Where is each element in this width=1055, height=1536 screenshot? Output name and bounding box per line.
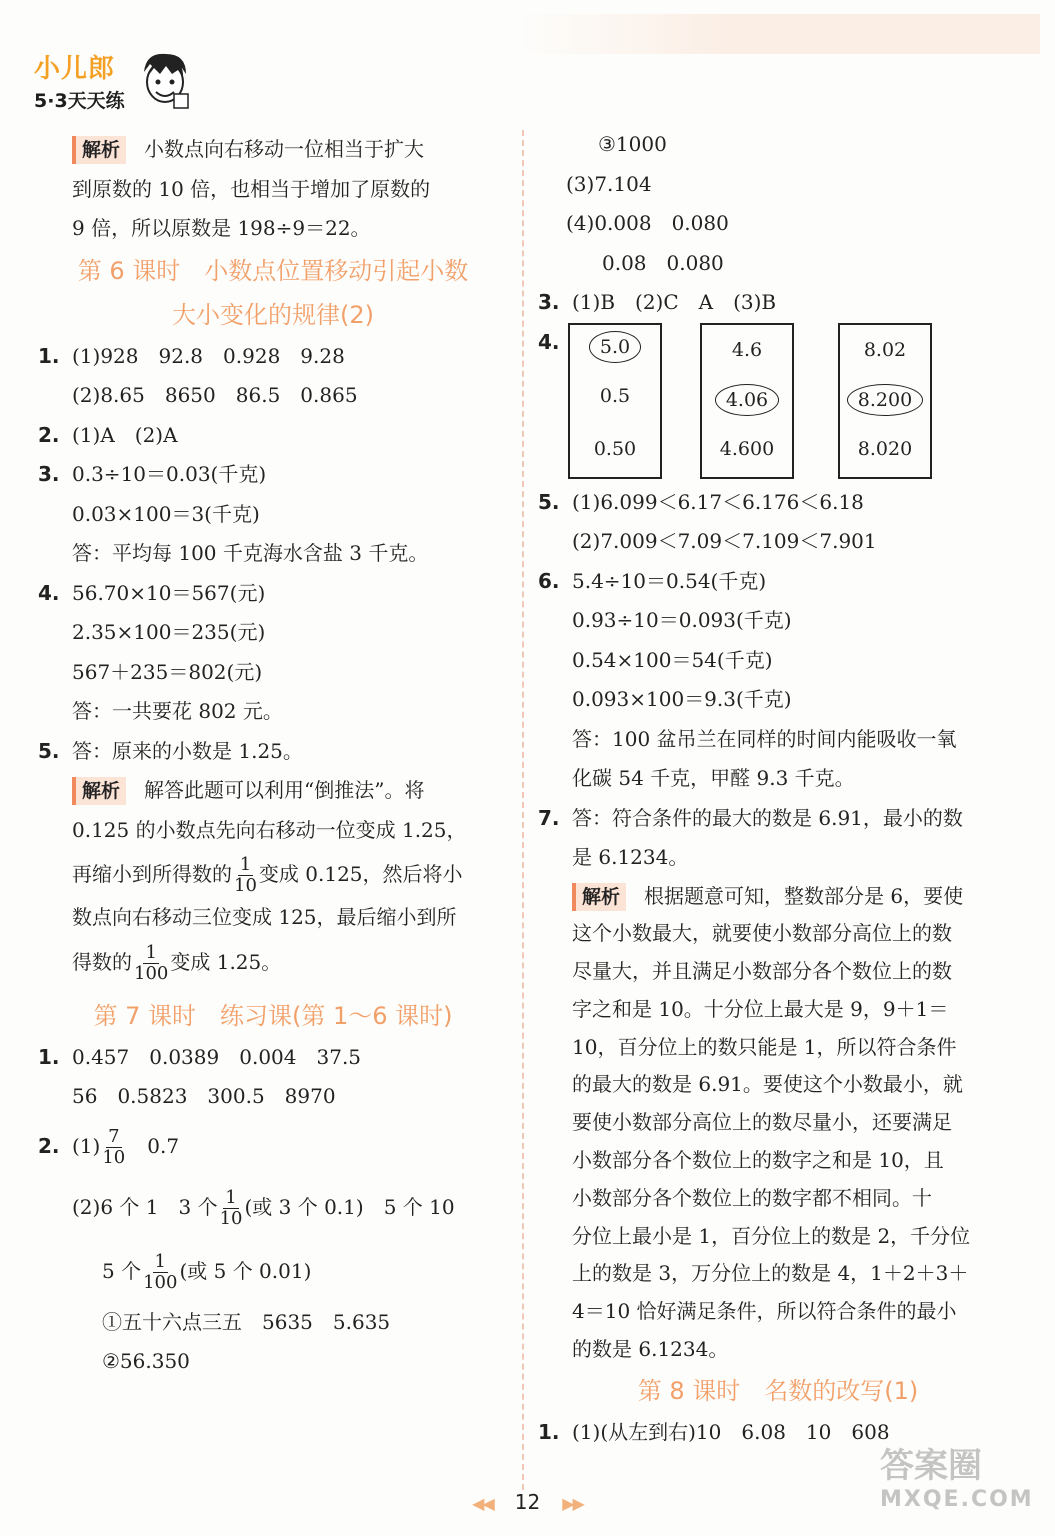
answer-text: 答：平均每 100 千克海水含盐 3 千克。 <box>72 541 429 565</box>
analysis-text: 小数点向右移动一位相当于扩大 <box>144 137 425 161</box>
question-number: 1. <box>38 343 60 368</box>
number-box-2 <box>700 323 794 479</box>
fraction <box>220 1188 243 1229</box>
circled-number: 4.06 <box>715 384 779 416</box>
analysis-text: 的数是 6.1234。 <box>572 1337 729 1362</box>
lesson-7-heading <box>38 994 508 1038</box>
fraction-numerator: 1 <box>239 854 252 875</box>
question-4 <box>38 574 508 732</box>
answer-text: 5 个 <box>102 1258 142 1283</box>
answer-text: 0.093×100＝9.3(千克) <box>572 687 792 711</box>
fraction <box>102 1127 125 1168</box>
question-5-right <box>538 483 1018 562</box>
question-5 <box>38 732 508 772</box>
box-number: 0.5 <box>599 384 631 407</box>
answer-text: (3)7.104 <box>566 171 652 196</box>
top-decorative-band <box>520 14 1040 54</box>
answer-text: 0.7 <box>127 1133 180 1158</box>
answer-text: 0.03×100＝3(千克) <box>72 501 260 526</box>
answer-text: 答：原来的小数是 1.25。 <box>72 738 303 763</box>
analysis-tag: 解析 <box>72 777 126 805</box>
analysis-text: 小数部分各个数位上的数字之和是 10，且 <box>572 1148 944 1173</box>
answer-text: 是 6.1234。 <box>572 845 689 869</box>
answer-text: 56.70×10＝567(元) <box>72 580 266 605</box>
analysis-tag: 解析 <box>72 136 126 164</box>
answer-text: 0.93÷10＝0.093(千克) <box>572 608 792 632</box>
question-number: 3. <box>538 290 560 314</box>
answer-text: (1)6.099＜6.17＜6.176＜6.18 <box>572 489 864 514</box>
lesson-8-heading <box>538 1369 1018 1413</box>
analysis-text: 的最大的数是 6.91。要使这个小数最小，就 <box>572 1072 963 1097</box>
analysis-text: 数点向右移动三位变成 125，最后缩小到所 <box>72 905 457 929</box>
analysis-text: 根据题意可知，整数部分是 6，要使 <box>644 883 964 908</box>
fraction-denominator: 10 <box>102 1146 126 1168</box>
answer-text: (或 3 个 0.1) 5 个 10 <box>244 1194 455 1219</box>
answer-text: 答：符合条件的最大的数是 6.91，最小的数 <box>572 805 963 830</box>
answer-text: ②56.350 <box>102 1349 190 1373</box>
question-number: 3. <box>38 462 60 486</box>
analysis-text: 解答此题可以利用“倒推法”。将 <box>144 778 425 802</box>
analysis-text: 要使小数部分高位上的数尽量小，还要满足 <box>572 1110 952 1135</box>
box-number: 8.020 <box>857 438 913 461</box>
analysis-text: 这个小数最大，就要使小数部分高位上的数 <box>572 921 952 946</box>
fraction-numerator: 1 <box>154 1250 166 1272</box>
answer-text: (或 5 个 0.01) <box>179 1258 312 1283</box>
lesson-heading-line: 第 8 课时 名数的改写(1) <box>637 1376 919 1405</box>
watermark <box>880 1438 1040 1528</box>
cartoon-boy-icon <box>138 50 192 112</box>
logo-subtitle: 5·3天天练 <box>34 90 125 112</box>
answer-text: 答：一共要花 802 元。 <box>72 699 283 723</box>
fraction-numerator: 1 <box>225 1186 237 1208</box>
watermark-text: 答案圈 <box>880 1446 982 1486</box>
answer-text: (2)6 个 1 3 个 <box>72 1194 218 1219</box>
analysis-text: 4＝10 恰好满足条件，所以符合条件的最小 <box>572 1299 957 1324</box>
fraction-denominator: 100 <box>143 1271 178 1293</box>
number-boxes <box>538 323 1018 483</box>
right-column <box>538 125 1018 1452</box>
question-number: 4. <box>538 329 560 354</box>
question-number: 5. <box>538 489 560 514</box>
question-6-right <box>538 562 1018 799</box>
box-number: 8.02 <box>863 339 907 362</box>
fraction <box>143 1252 177 1293</box>
answer-text: 0.54×100＝54(千克) <box>572 647 773 672</box>
answer-text: (1)A (2)A <box>72 422 178 447</box>
page-footer <box>0 1490 1055 1514</box>
left-column <box>38 130 508 1382</box>
question-number: 2. <box>38 1133 60 1158</box>
question-number: 7. <box>538 805 560 830</box>
fraction-denominator: 100 <box>134 962 169 984</box>
fraction-numerator: 1 <box>145 941 157 963</box>
answer-text: (1)B (2)C A (3)B <box>572 290 777 314</box>
analysis-text: 到原数的 10 倍，也相当于增加了原数的 <box>72 176 431 201</box>
question-3-right <box>538 283 1018 323</box>
box-number: 0.50 <box>593 438 637 461</box>
question-number: 2. <box>38 422 60 447</box>
watermark-url: MXQE.COM <box>880 1487 1034 1512</box>
brand-logo <box>34 48 184 116</box>
logo-title: 小儿郎 <box>34 54 116 84</box>
question-number: 5. <box>38 738 60 763</box>
answer-text: 0.3÷10＝0.03(千克) <box>72 462 267 486</box>
analysis-text: 变成 0.125，然后将小 <box>258 862 463 886</box>
question-number: 1. <box>38 1044 60 1069</box>
question-4-right <box>538 323 1018 483</box>
fraction-denominator: 10 <box>219 1207 243 1229</box>
circled-number: 5.0 <box>589 331 641 363</box>
fraction <box>134 943 168 984</box>
circled-number: 8.200 <box>847 384 923 416</box>
analysis-text: 10，百分位上的数只能是 1，所以符合条件 <box>572 1034 957 1059</box>
question-number: 1. <box>538 1419 560 1444</box>
analysis-text: 0.125 的小数点先向右移动一位变成 1.25， <box>72 817 467 842</box>
analysis-text: 尽量大，并且满足小数部分各个数位上的数 <box>572 959 952 984</box>
answer-text: ③1000 <box>598 132 667 156</box>
answer-text: (2)7.009＜7.09＜7.109＜7.901 <box>572 529 877 553</box>
question-7-right <box>538 799 1018 878</box>
box-number: 4.6 <box>731 339 763 362</box>
number-box-3 <box>838 323 932 479</box>
answer-text: 567＋235＝802(元) <box>72 659 263 684</box>
analysis-tag: 解析 <box>572 883 626 911</box>
analysis-text: 分位上最小是 1，百分位上的数是 2，千分位 <box>572 1223 971 1248</box>
analysis-text: 上的数是 3，万分位上的数是 4，1＋2＋3＋ <box>572 1261 969 1286</box>
answer-text: 0.08 0.080 <box>602 250 724 275</box>
lesson-heading-line: 第 7 课时 练习课(第 1～6 课时) <box>93 1001 453 1030</box>
analysis-block-1 <box>38 130 508 249</box>
answer-text: (2)8.65 8650 86.5 0.865 <box>72 383 358 407</box>
page-number: 12 <box>514 1490 541 1514</box>
analysis-block-3 <box>538 878 1018 1369</box>
left-arrows-icon: ◀◀ <box>472 1494 493 1513</box>
answer-text: (4)0.008 0.080 <box>566 211 729 235</box>
lesson-heading-line: 第 6 课时 小数点位置移动引起小数 <box>77 256 469 285</box>
question-3 <box>38 455 508 574</box>
lesson-heading-line: 大小变化的规律(2) <box>172 300 374 329</box>
analysis-text: 小数部分各个数位上的数字都不相同。十 <box>572 1185 932 1210</box>
answer-text: 答：100 盆吊兰在同样的时间内能吸收一氧 <box>572 726 957 751</box>
answer-text: (1) <box>72 1133 101 1158</box>
answer-text: 0.457 0.0389 0.004 37.5 <box>72 1044 362 1069</box>
analysis-text: 得数的 <box>72 949 132 974</box>
column-divider <box>522 130 524 1490</box>
analysis-block-2 <box>38 771 508 986</box>
analysis-text: 变成 1.25。 <box>170 949 282 974</box>
practice-question-2 <box>38 1117 508 1382</box>
lesson-6-heading <box>38 249 508 337</box>
fraction-denominator: 10 <box>234 875 257 896</box>
fraction-numerator: 7 <box>108 1125 120 1147</box>
answer-text: (1)928 92.8 0.928 9.28 <box>72 343 345 368</box>
number-box-1 <box>568 323 662 479</box>
analysis-text: 9 倍，所以原数是 198÷9＝22。 <box>72 216 371 240</box>
answer-text: 56 0.5823 300.5 8970 <box>72 1084 336 1108</box>
answer-text: 5.4÷10＝0.54(千克) <box>572 568 767 593</box>
answer-text: (1)(从左到右)10 6.08 10 608 <box>572 1419 890 1444</box>
fraction <box>234 855 257 896</box>
question-number: 6. <box>538 568 560 593</box>
answer-text: ①五十六点三五 5635 5.635 <box>102 1309 391 1334</box>
analysis-text: 字之和是 10。十分位上最大是 9，9＋1＝ <box>572 996 949 1021</box>
question-number: 4. <box>38 580 60 605</box>
analysis-text: 再缩小到所得数的 <box>72 862 232 886</box>
question-2 <box>38 416 508 456</box>
practice-question-1 <box>38 1038 508 1117</box>
answer-text: 化碳 54 千克，甲醛 9.3 千克。 <box>572 766 855 790</box>
box-number: 4.600 <box>719 438 775 461</box>
question-1 <box>38 337 508 416</box>
answer-text: 2.35×100＝235(元) <box>72 620 266 644</box>
right-arrows-icon: ▶▶ <box>562 1494 583 1513</box>
